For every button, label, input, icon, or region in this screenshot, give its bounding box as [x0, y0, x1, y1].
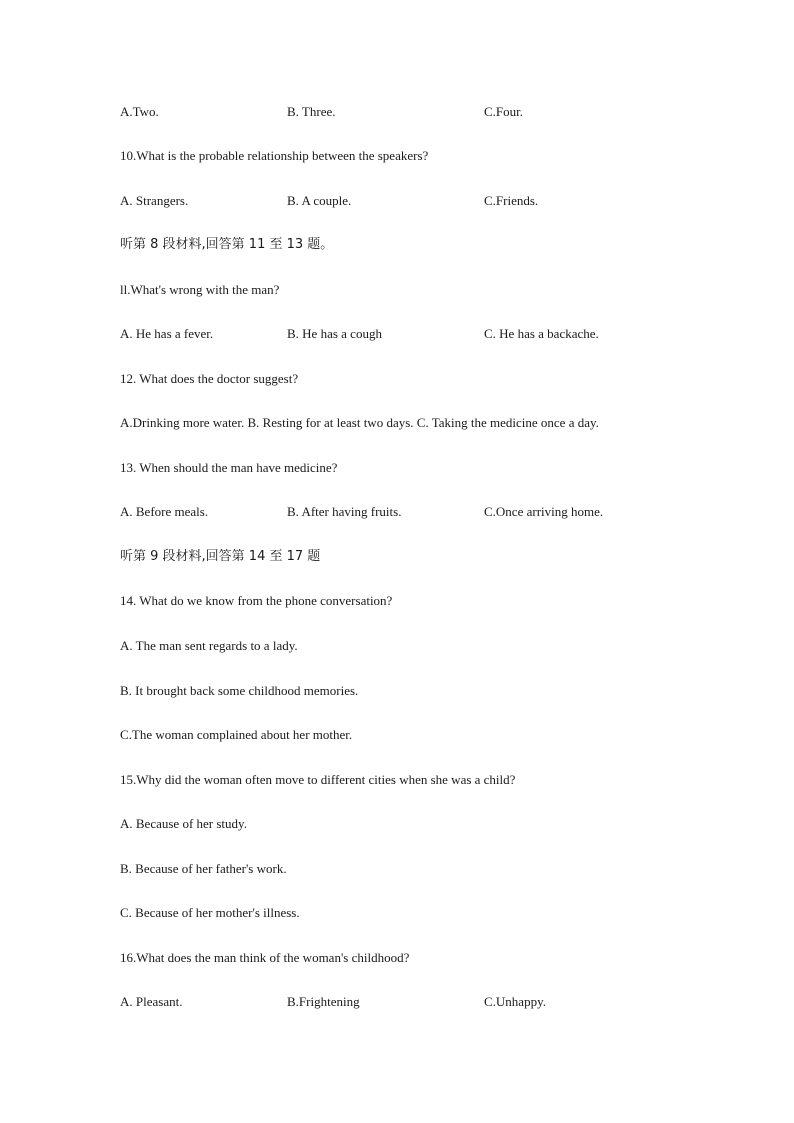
- q16-option-c: C.Unhappy.: [484, 994, 546, 1009]
- q15-question: 15.Why did the woman often move to different cities when she was a child?: [120, 772, 516, 787]
- q9-options: [120, 104, 720, 120]
- section-9-heading: 听第 9 段材料,回答第 14 至 17 题: [120, 549, 321, 564]
- q16-question: 16.What does the man think of the woman's childhood?: [120, 950, 410, 965]
- section-8-heading: 听第 8 段材料,回答第 11 至 13 题。: [120, 237, 334, 252]
- q9-option-a: A.Two.: [120, 104, 159, 119]
- q15-option-c: C. Because of her mother's illness.: [120, 905, 300, 920]
- q10-option-a: A. Strangers.: [120, 193, 189, 208]
- q15-option-b: B. Because of her father's work.: [120, 861, 287, 876]
- q13-options: [120, 504, 720, 520]
- q14-option-b: B. It brought back some childhood memories.: [120, 683, 359, 698]
- q11-option-b: B. He has a cough: [287, 326, 382, 341]
- q15-option-a: A. Because of her study.: [120, 816, 247, 831]
- q12-options: A.Drinking more water. B. Resting for at least two days. C. Taking the medicine once a day.: [120, 415, 599, 430]
- q10-option-b: B. A couple.: [287, 193, 352, 208]
- q10-options: [120, 193, 720, 209]
- q16-option-b: B.Frightening: [287, 994, 360, 1009]
- q11-option-c: C. He has a backache.: [484, 326, 599, 341]
- q9-option-b: B. Three.: [287, 104, 336, 119]
- q13-option-b: B. After having fruits.: [287, 504, 402, 519]
- q13-option-c: C.Once arriving home.: [484, 504, 604, 519]
- q11-options: [120, 326, 720, 342]
- q11-question: ll.What's wrong with the man?: [120, 282, 280, 297]
- q9-option-c: C.Four.: [484, 104, 524, 119]
- q16-options: [120, 994, 720, 1010]
- q10-option-c: C.Friends.: [484, 193, 539, 208]
- q13-option-a: A. Before meals.: [120, 504, 209, 519]
- q10-question: 10.What is the probable relationship between the speakers?: [120, 148, 429, 163]
- q13-question: 13. When should the man have medicine?: [120, 460, 338, 475]
- q16-option-a: A. Pleasant.: [120, 994, 183, 1009]
- q14-option-a: A. The man sent regards to a lady.: [120, 638, 298, 653]
- q11-option-a: A. He has a fever.: [120, 326, 214, 341]
- q12-question: 12. What does the doctor suggest?: [120, 371, 299, 386]
- q14-question: 14. What do we know from the phone conversation?: [120, 593, 393, 608]
- q14-option-c: C.The woman complained about her mother.: [120, 727, 353, 742]
